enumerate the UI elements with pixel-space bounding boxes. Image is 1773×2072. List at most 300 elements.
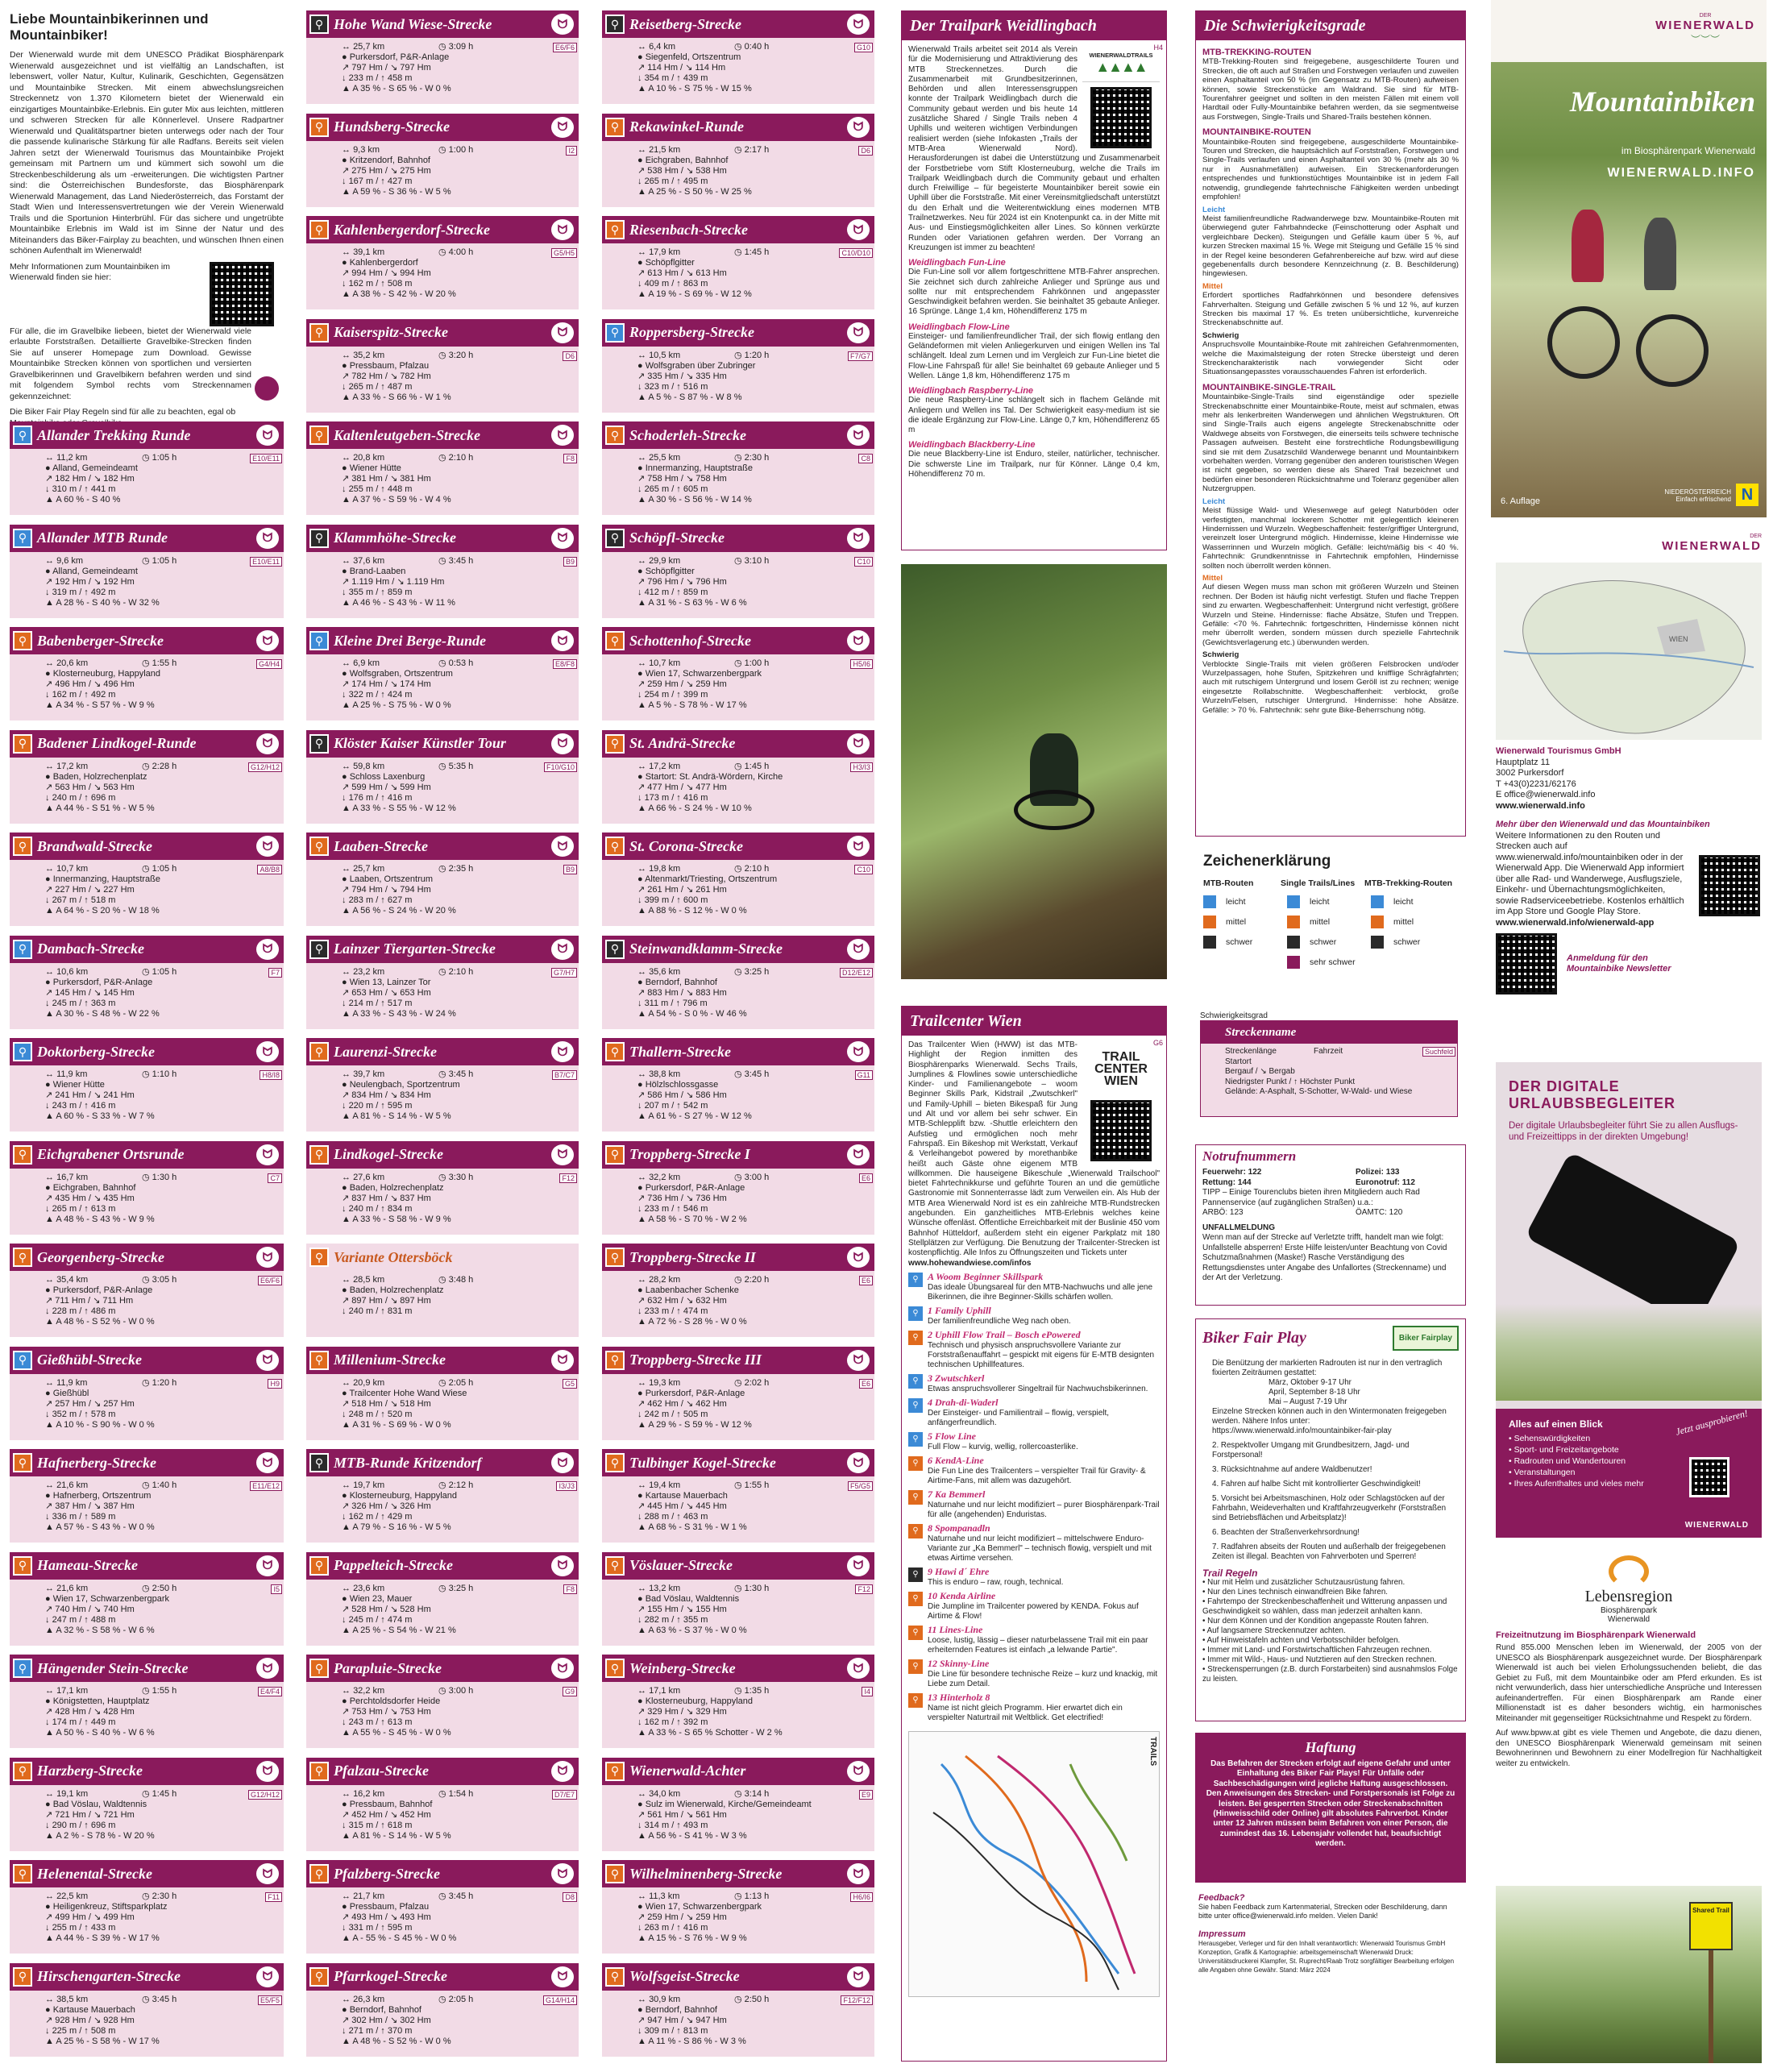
route-start: Klosterneuburg, Happyland — [52, 669, 161, 679]
route-name: Eichgrabener Ortsrunde — [37, 1146, 185, 1162]
route-card[interactable]: ⚲ Laaben-Strecke ᗢ B9 ↔ 25,7 km ◷ 2:35 h ● Laaben, Ortszentrum ↗ 794 Hm / ↘ 794 Hm ↓ 283 m / ↑ 627 m ▲ A 56 % - S 24 % - W 20 % — [306, 833, 579, 926]
route-card[interactable]: ⚲ Allander Trekking Runde ᗢ E10/E11 ↔ 11,2 km ◷ 1:05 h ● Alland, Gemeindeamt ↗ 182 Hm / ↘ 182 Hm ↓ 310 m / ↑ 441 m ▲ A 60 % - S 40 % — [10, 421, 284, 515]
route-start: Wiener Hütte — [349, 463, 401, 473]
route-name: Allander Trekking Runde — [37, 426, 191, 443]
grades-h2: MOUNTAINBIKE-ROUTEN — [1202, 127, 1311, 138]
route-card[interactable]: ⚲ Kaiserspitz-Strecke ᗢ D6 ↔ 35,2 km ◷ 3:20 h ● Pressbaum, Pfalzau ↗ 782 Hm / ↘ 782 Hm ↓ 265 m / ↑ 487 m ▲ A 33 % - S 66 % - W 1 % — [306, 319, 579, 413]
route-surface: A 33 % - S 55 % - W 12 % — [352, 803, 456, 813]
route-time: 3:09 h — [448, 42, 474, 52]
bike-icon: ⚲ — [605, 1762, 625, 1781]
route-type-icon: ᗢ — [551, 630, 574, 651]
noe-logo: NIEDERÖSTERREICH Einfach erfrischend — [1664, 488, 1731, 503]
notruf-tipp: TIPP – Einige Tourenclubs bieten ihren Mitgliedern auch Rad Pannenservice (auf zugänglichen Straßen) u.a.: — [1202, 1188, 1420, 1207]
route-card[interactable]: ⚲ Babenberger-Strecke ᗢ G4/H4 ↔ 20,6 km ◷ 1:55 h ● Klosterneuburg, Happyland ↗ 496 Hm / ↘ 496 Hm ↓ 162 m / ↑ 492 m ▲ A 34 % - S 57 % - W 9 % — [10, 627, 284, 720]
route-card[interactable]: ⚲ St. Corona-Strecke ᗢ C10 ↔ 19,8 km ◷ 2:10 h ● Altenmarkt/Triesting, Ortszentrum ↗ 261 Hm / ↘ 261 Hm ↓ 399 m / ↑ 600 m ▲ A 88 % - S 12 % - W 0 % — [602, 833, 874, 926]
route-grid: F5/G5 — [848, 1481, 873, 1491]
route-length: 17,2 km — [649, 761, 681, 771]
feedback-box — [1195, 1894, 1466, 1974]
route-grid: E6/F6 — [553, 43, 577, 52]
route-altitude: 322 m / ↑ 424 m — [348, 690, 413, 700]
trailcenter-link[interactable]: www.hohewandwiese.com/infos — [908, 1258, 1032, 1268]
route-length: 11,3 km — [649, 1891, 680, 1901]
route-name: Variante Ottersböck — [334, 1248, 453, 1265]
route-length: 26,3 km — [353, 1994, 385, 2004]
route-altitude: 265 m / ↑ 605 m — [644, 484, 708, 494]
route-start: Laabenbacher Schenke — [645, 1285, 739, 1295]
bike-icon: ⚲ — [309, 529, 329, 548]
route-time: 3:45 h — [744, 1069, 770, 1079]
route-name: Riesenbach-Strecke — [629, 221, 748, 238]
route-elevation: 753 Hm / ↘ 753 Hm — [351, 1707, 431, 1717]
route-card[interactable]: ⚲ Harzberg-Strecke ᗢ G12/H12 ↔ 19,1 km ◷ 1:45 h ● Bad Vöslau, Waldtennis ↗ 721 Hm / ↘ 721 Hm ↓ 290 m / ↑ 696 m ▲ A 2 % - S 78 % - W 20 % — [10, 1758, 284, 1851]
route-card[interactable]: ⚲ Dambach-Strecke ᗢ F7 ↔ 10,6 km ◷ 1:05 h ● Purkersdorf, P&R-Anlage ↗ 145 Hm / ↘ 145 Hm ↓ 245 m / ↑ 363 m ▲ A 30 % - S 48 % - W 22 % — [10, 936, 284, 1029]
route-card[interactable]: ⚲ Pfalzau-Strecke ᗢ D7/E7 ↔ 16,2 km ◷ 1:54 h ● Pressbaum, Bahnhof ↗ 452 Hm / ↘ 452 Hm ↓ 315 m / ↑ 618 m ▲ A 81 % - S 14 % - W 5 % — [306, 1758, 579, 1851]
route-card[interactable]: ⚲ Hängender Stein-Strecke ᗢ E4/F4 ↔ 17,1 km ◷ 1:55 h ● Königstetten, Hauptplatz ↗ 428 Hm / ↘ 428 Hm ↓ 174 m / ↑ 449 m ▲ A 50 % - S 40 % - W 6 % — [10, 1655, 284, 1748]
route-time: 3:25 h — [448, 1583, 474, 1593]
route-card[interactable]: ⚲ Schoderleh-Strecke ᗢ C8 ↔ 25,5 km ◷ 2:30 h ● Innermanzing, Hauptstraße ↗ 758 Hm / ↘ 758 Hm ↓ 265 m / ↑ 605 m ▲ A 30 % - S 56 % - W 14 % — [602, 421, 874, 515]
route-type-icon: ᗢ — [847, 1863, 870, 1884]
route-elevation: 797 Hm / ↘ 797 Hm — [351, 63, 431, 73]
route-start: Wiener Hütte — [52, 1080, 105, 1090]
route-time: 1:20 h — [152, 1377, 177, 1388]
route-card[interactable]: ⚲ MTB-Runde Kritzendorf ᗢ I3/J3 ↔ 19,7 km ◷ 2:12 h ● Klosterneuburg, Happyland ↗ 326 Hm / ↘ 326 Hm ↓ 162 m / ↑ 429 m ▲ A 79 % - S 16 % - W 5 % — [306, 1449, 579, 1543]
route-card[interactable]: ⚲ Klöster Kaiser Künstler Tour ᗢ F10/G10 ↔ 59,8 km ◷ 5:35 h ● Schloss Laxenburg ↗ 599 Hm / ↘ 599 Hm ↓ 176 m / ↑ 416 m ▲ A 33 % - S 55 % - W 12 % — [306, 730, 579, 824]
route-type-icon: ᗢ — [847, 1555, 870, 1576]
route-grid: G4/H4 — [256, 659, 282, 669]
route-length: 11,9 km — [56, 1377, 88, 1388]
funline-text: Die Fun-Line soll vor allem fortgeschrittene MTB-Fahrer ansprechen. Sie zeichnet sich durch zahlreiche Anlieger und Sprünge aus und sollte nur mit entsprechendem Fahrkönnen und angepasster Geschwindigkeit befahren werden. Sie beinhaltet 35 gebaute Anlieger. 16 Sprünge. Länge 1,4 km, Höhendifferenz 175 m — [908, 268, 1160, 317]
grades-leicht-2-text: Meist flüssige Wald- und Wiesenwege auf gelegt Naturböden oder verfestigten, manchmal lockerem Schotter mit gelegentlich kleineren Hindernissen und Wurzeln. Wegbeschaffenheit: fester/griffiger Untergrund, vereinzelt loser Untergrund möglich. Hindernisse, kleine Hindernisse wie Wasserrinnen und Wurzeln möglich. Gefälle: leicht/mäßig bis < 40 %. Fahrtechnik: Grundkenntnisse in Fahrtechnik empfohlen, Hindernisse sollten noch überrollt werden können. — [1202, 506, 1459, 571]
route-elevation: 192 Hm / ↘ 192 Hm — [55, 576, 135, 587]
route-surface: A 57 % - S 43 % - W 0 % — [56, 1522, 155, 1532]
legend-schwer: schwer — [1310, 937, 1337, 947]
cover-url[interactable]: WIENERWALD.INFO — [1607, 166, 1755, 180]
bike-icon: ⚲ — [605, 1351, 625, 1370]
route-card[interactable]: ⚲ Troppberg-Strecke III ᗢ E6 ↔ 19,3 km ◷ 2:02 h ● Purkersdorf, P&R-Anlage ↗ 462 Hm / ↘ 462 Hm ↓ 242 m / ↑ 505 m ▲ A 29 % - S 59 % - W 12 % — [602, 1347, 874, 1440]
grades-t3: Mountainbike-Single-Trails sind eigenständige oder spezielle Streckenabschnitte einer Mountainbike-Route, meist auf schmalen, etwas mehr als lenkerbreiten Wanderwegen und ähnlichen Wegstrukturen. Oft sind Single-Trails auch eigens angelegte Streckenabschnitte oder Waldwege abseits von Forstwegen, die einerseits teils schwere technische Passagen aufweisen. Besteht eine forstrechtliche Rodungsbewilligung sind sie mit dem Zusatzschild Wanderwege benannt und Mountainbikern vorbehalten werden. Vorrang gegenüber den anderen touristischen Wegen ist nicht gegeben, so werden diese als Shared Trail bezeichnet und bedürfen einer besonderen Rücksichtnahme und Toleranz gegenüber allen Nutzergruppen. — [1202, 392, 1459, 494]
route-elevation: 740 Hm / ↘ 740 Hm — [55, 1604, 135, 1614]
route-grid: F8 — [563, 454, 577, 463]
route-altitude: 271 m / ↑ 370 m — [348, 2025, 413, 2036]
route-type-icon: ᗢ — [551, 322, 574, 343]
route-grid: G5/H5 — [551, 248, 577, 258]
flowline-text: Einsteiger- und familienfreundlicher Trail, der sich flowig entlang den Geländeformen mit vielen Anliegerkurven und einigen Wellen ins Tal schlängelt. Ideal zum Lernen und im Vergleich zur Fun-Line bietet die Flow-Line Fahrspaß für alle! Sie beinhaltet 69 gebaute Anlieger und 5 Wellen. Länge 1,8 km, Höhendifferenz 175 m — [908, 331, 1160, 380]
digital-item: • Ihres Aufenthaltes und vieles mehr — [1509, 1479, 1644, 1489]
route-altitude: 265 m / ↑ 487 m — [348, 381, 413, 392]
trail-photo — [901, 564, 1167, 979]
cover-title: Mountainbiken — [1569, 85, 1755, 118]
route-card[interactable]: ⚲ Schottenhof-Strecke ᗢ H5/I6 ↔ 10,7 km ◷ 1:00 h ● Wien 17, Schwarzenbergpark ↗ 259 Hm / ↘ 259 Hm ↓ 254 m / ↑ 399 m ▲ A 5 % - S 78 % - W 17 % — [602, 627, 874, 720]
route-card[interactable]: ⚲ Variante Ottersböck ↔ 28,5 km ◷ 3:48 h ● Baden, Holzrechenplatz ↗ 897 Hm / ↘ 897 Hm ↓ 240 m / ↑ 831 m — [306, 1244, 579, 1337]
route-altitude: 336 m / ↑ 589 m — [52, 1512, 116, 1522]
trailpark-qr[interactable] — [1090, 87, 1152, 148]
route-elevation: 275 Hm / ↘ 275 Hm — [351, 165, 431, 176]
route-card[interactable]: ⚲ Millenium-Strecke ᗢ G5 ↔ 20,9 km ◷ 2:05 h ● Trailcenter Hohe Wand Wiese ↗ 518 Hm / ↘ 518 Hm ↓ 248 m / ↑ 520 m ▲ A 31 % - S 69 % - W 0 % — [306, 1347, 579, 1440]
route-elevation: 599 Hm / ↘ 599 Hm — [351, 782, 431, 792]
bike-icon: ⚲ — [13, 1248, 32, 1267]
route-card[interactable]: ⚲ Kahlenbergerdorf-Strecke ᗢ G5/H5 ↔ 39,1 km ◷ 4:00 h ● Kahlenbergerdorf ↗ 994 Hm / ↘ 994 Hm ↓ 162 m / ↑ 508 m ▲ A 38 % - S 42 % - W 20 % — [306, 216, 579, 309]
bike-icon: ⚲ — [309, 1659, 329, 1678]
route-surface: A 15 % - S 76 % - W 9 % — [648, 1933, 747, 1943]
route-card[interactable]: ⚲ Wolfsgeist-Strecke ᗢ F12/F12 ↔ 30,9 km ◷ 2:50 h ● Berndorf, Bahnhof ↗ 947 Hm / ↘ 947 Hm ↓ 309 m / ↑ 813 m ▲ A 11 % - S 86 % - W 3 % — [602, 1963, 874, 2057]
route-time: 1:20 h — [744, 350, 770, 360]
route-surface: A 29 % - S 59 % - W 12 % — [648, 1419, 752, 1430]
route-name: Schottenhof-Strecke — [629, 632, 751, 649]
route-card[interactable]: ⚲ Hohe Wand Wiese-Strecke ᗢ E6/F6 ↔ 25,7 km ◷ 3:09 h ● Purkersdorf, P&R-Anlage ↗ 797 Hm / ↘ 797 Hm ↓ 233 m / ↑ 458 m ▲ A 35 % - S 65 % - W 0 % — [306, 10, 579, 104]
route-length: 17,1 km — [649, 1686, 681, 1696]
route-start: Alland, Gemeindeamt — [52, 463, 138, 473]
route-grid: E9 — [859, 1790, 873, 1800]
route-time: 3:25 h — [744, 966, 770, 977]
route-name: Hohe Wand Wiese-Strecke — [334, 15, 492, 32]
notruf-unfall-title: UNFALLMELDUNG — [1202, 1223, 1275, 1232]
route-elevation: 994 Hm / ↘ 994 Hm — [351, 268, 431, 278]
digital-brand: WIENERWALD — [1684, 1521, 1749, 1530]
route-start: Bad Vöslau, Waldtennis — [645, 1593, 740, 1604]
route-start: Berndorf, Bahnhof — [645, 977, 717, 987]
route-length: 27,6 km — [353, 1172, 385, 1182]
route-card[interactable]: ⚲ Vöslauer-Strecke ᗢ F12 ↔ 13,2 km ◷ 1:30 h ● Bad Vöslau, Waldtennis ↗ 155 Hm / ↘ 155 Hm ↓ 282 m / ↑ 355 m ▲ A 63 % - S 37 % - W 0 % — [602, 1552, 874, 1646]
route-name: Wolfsgeist-Strecke — [629, 1968, 740, 1984]
bike-icon: ⚲ — [605, 734, 625, 754]
route-card[interactable]: ⚲ Kaltenleutgeben-Strecke ᗢ F8 ↔ 20,8 km ◷ 2:10 h ● Wiener Hütte ↗ 381 Hm / ↘ 381 Hm ↓ 255 m / ↑ 448 m ▲ A 37 % - S 59 % - W 4 % — [306, 421, 579, 515]
legend-col-single: Single Trails/Lines — [1281, 878, 1356, 888]
grades-schwierig-text: Anspruchsvolle Mountainbike-Route mit zahlreichen Gefahrenmomenten, welche die Maximalsteigung der roten Strecke übersteigt und deren Streckencharakteristik nach vorwiegender Sicht oder Situationsangepasstes vorausschauendes Fahren ist erforderlich. — [1202, 340, 1459, 377]
route-name: Millenium-Strecke — [334, 1352, 446, 1368]
bike-icon: ⚲ — [605, 529, 625, 548]
trail-rule: • Immer mit Wild-, Haus- und Nutztieren auf den Strecken rechnen. — [1202, 1655, 1437, 1664]
route-time: 2:12 h — [448, 1480, 474, 1490]
bike-icon: ⚲ — [309, 1967, 329, 1987]
route-name: Schöpfl-Strecke — [629, 529, 725, 546]
route-start: Eichgraben, Bahnhof — [645, 155, 729, 165]
route-length: 11,9 km — [56, 1069, 88, 1079]
bike-icon: ⚲ — [605, 1145, 625, 1165]
route-name: St. Andrä-Strecke — [629, 735, 736, 751]
route-name: MTB-Runde Kritzendorf — [334, 1454, 482, 1471]
route-start: Hafnerberg, Ortszentrum — [52, 1491, 152, 1501]
route-altitude: 242 m / ↑ 505 m — [644, 1409, 708, 1419]
legend-s5: Niedrigster Punkt / ↑ Höchster Punkt — [1225, 1077, 1356, 1086]
route-elevation: 182 Hm / ↘ 182 Hm — [55, 474, 135, 484]
contact-web[interactable]: www.wienerwald.info — [1496, 800, 1585, 811]
route-type-icon: ᗢ — [551, 1452, 574, 1473]
route-surface: A 28 % - S 40 % - W 32 % — [56, 597, 160, 608]
bike-icon: ⚲ — [605, 1659, 625, 1678]
haftung-text: Das Befahren der Strecken erfolgt auf eigene Gefahr und unter Einhaltung des Biker Fair Plays! Für Unfälle oder Sachbeschädigungen wird jegliche Haftung ausgeschlossen. Den Anweisungen des Strecken- und Forstpersonals ist Folge zu leisten. Bei gesperrten Strecken oder Streckenabschnitten (Hinweisschild oder Online) gilt absolutes Fahrverbot. Kinder unter 12 Jahren müssen beim Befahren von einer Person, die zumindest das 16. Lebensjahr vollendet hat, beaufsichtigt werden. — [1206, 1759, 1455, 1849]
route-start: Baden, Holzrechenplatz — [349, 1285, 444, 1295]
route-type-icon: ᗢ — [847, 425, 870, 446]
digital-item: • Radrouten und Wandertouren — [1509, 1456, 1626, 1466]
route-name: Wienerwald-Achter — [629, 1763, 746, 1779]
route-type-icon: ᗢ — [847, 1658, 870, 1679]
route-surface: A 48 % - S 43 % - W 9 % — [56, 1214, 155, 1224]
route-length: 6,4 km — [649, 42, 676, 52]
trail-item: ⚲ 1 Family Uphill Der familienfreundliche Weg nach oben. — [908, 1306, 1160, 1327]
route-altitude: 174 m / ↑ 449 m — [52, 1717, 116, 1727]
route-surface: A 30 % - S 48 % - W 22 % — [56, 1008, 160, 1019]
trailcenter-logo: TRAIL CENTER WIEN — [1094, 1049, 1148, 1088]
route-card[interactable]: ⚲ Klammhöhe-Strecke ᗢ B9 ↔ 37,6 km ◷ 3:45 h ● Brand-Laaben ↗ 1.119 Hm / ↘ 1.119 Hm ↓ 355 m / ↑ 859 m ▲ A 46 % - S 43 % - W 11 % — [306, 525, 579, 618]
route-start: Gießhübl — [52, 1388, 89, 1398]
route-altitude: 228 m / ↑ 486 m — [52, 1306, 116, 1316]
route-time: 1:45 h — [744, 247, 770, 257]
route-altitude: 315 m / ↑ 618 m — [348, 1820, 413, 1830]
trail-icon: ⚲ — [908, 1432, 923, 1447]
route-card[interactable]: ⚲ Tulbinger Kogel-Strecke ᗢ F5/G5 ↔ 19,4 km ◷ 1:55 h ● Kartause Mauerbach ↗ 445 Hm / ↘ 445 Hm ↓ 288 m / ↑ 463 m ▲ A 68 % - S 31 % - W 1 % — [602, 1449, 874, 1543]
route-start: Purkersdorf, P&R-Anlage — [645, 1182, 745, 1193]
lebensregion-heading: Freizeitnutzung im Biosphärenpark Wienerwald — [1496, 1630, 1696, 1640]
route-altitude: 173 m / ↑ 416 m — [644, 792, 708, 803]
route-start: Laaben, Ortszentrum — [349, 874, 434, 884]
route-elevation: 493 Hm / ↘ 493 Hm — [351, 1912, 431, 1922]
route-elevation: 561 Hm / ↘ 561 Hm — [647, 1809, 727, 1820]
trail-icon: ⚲ — [908, 1490, 923, 1505]
route-card[interactable]: ⚲ Laurenzi-Strecke ᗢ B7/C7 ↔ 39,7 km ◷ 3:45 h ● Neulengbach, Sportzentrum ↗ 834 Hm / ↘ 834 Hm ↓ 220 m / ↑ 595 m ▲ A 81 % - S 14 % - W 5 % — [306, 1038, 579, 1132]
route-card[interactable]: ⚲ Reisetberg-Strecke ᗢ G10 ↔ 6,4 km ◷ 0:40 h ● Siegenfeld, Ortszentrum ↗ 114 Hm / ↘ 114 Hm ↓ 354 m / ↑ 439 m ▲ A 10 % - S 75 % - W 15 % — [602, 10, 874, 104]
newsletter-link[interactable]: Anmeldung für den Mountainbike Newsletter — [1567, 953, 1671, 974]
route-card[interactable]: ⚲ Helenental-Strecke ᗢ F11 ↔ 22,5 km ◷ 2:30 h ● Heiligenkreuz, Stiftsparkplatz ↗ 499 Hm / ↘ 499 Hm ↓ 255 m / ↑ 433 m ▲ A 44 % - S 39 % - W 17 % — [10, 1860, 284, 1954]
trailregeln-title: Trail Regeln — [1202, 1567, 1258, 1579]
app-qr[interactable] — [1699, 855, 1760, 916]
route-card[interactable]: ⚲ Troppberg-Strecke I ᗢ E6 ↔ 32,2 km ◷ 3:00 h ● Purkersdorf, P&R-Anlage ↗ 736 Hm / ↘ 736 Hm ↓ 233 m / ↑ 546 m ▲ A 58 % - S 70 % - W 2 % — [602, 1141, 874, 1235]
contact-tel[interactable]: T +43(0)2231/62176 — [1496, 779, 1576, 789]
grades-t2: Mountainbike-Routen sind freigegebene, ausgeschilderte Mountainbike-Touren und Strecken, die hauptsächlich auf Forststraßen, Forstwegen und Single-Trails verlaufen und einen Asphaltanteil von 30 % (mehr als 30 % nur in Ausnahmefällen) aufweisen. Ein Streckenanforderungen entsprechendes und funktionstüchtiges Mountainbike ist in jedem Fall notwendig, grundlegende fahrtechnische Fähigkeiten werden unbedingt empfohlen! — [1202, 137, 1459, 202]
route-name: Wilhelminenberg-Strecke — [629, 1865, 783, 1882]
route-card[interactable]: ⚲ Steinwandklamm-Strecke ᗢ D12/E12 ↔ 35,6 km ◷ 3:25 h ● Berndorf, Bahnhof ↗ 883 Hm / ↘ 883 Hm ↓ 311 m / ↑ 796 m ▲ A 54 % - S 0 % - W 46 % — [602, 936, 874, 1029]
route-time: 1:35 h — [744, 1686, 770, 1696]
route-card[interactable]: ⚲ Hameau-Strecke ᗢ I5 ↔ 21,6 km ◷ 2:50 h ● Wien 17, Schwarzenbergpark ↗ 740 Hm / ↘ 740 Hm ↓ 247 m / ↑ 488 m ▲ A 32 % - S 58 % - W 6 % — [10, 1552, 284, 1646]
route-name: Kleine Drei Berge-Runde — [334, 632, 486, 649]
route-card[interactable]: ⚲ Hirschengarten-Strecke ᗢ E5/F5 ↔ 38,5 km ◷ 3:45 h ● Kartause Mauerbach ↗ 928 Hm / ↘ 928 Hm ↓ 225 m / ↑ 508 m ▲ A 25 % - S 58 % - W 17 % — [10, 1963, 284, 2057]
feedback-title: Feedback? — [1198, 1893, 1245, 1903]
route-elevation: 613 Hm / ↘ 613 Hm — [647, 268, 727, 278]
bike-icon: ⚲ — [309, 15, 329, 34]
route-elevation: 1.119 Hm / ↘ 1.119 Hm — [351, 576, 445, 587]
route-type-icon: ᗢ — [551, 1966, 574, 1987]
flowline-title: Weidlingbach Flow-Line — [908, 322, 1010, 332]
trail-rule: • Nur dem Können und der Kondition angepasste Routen fahren. — [1202, 1617, 1429, 1626]
route-card[interactable]: ⚲ Rekawinkel-Runde ᗢ D6 ↔ 21,5 km ◷ 2:17 h ● Eichgraben, Bahnhof ↗ 538 Hm / ↘ 538 Hm ↓ 265 m / ↑ 495 m ▲ A 25 % - S 50 % - W 25 % — [602, 114, 874, 207]
trail-icon: ⚲ — [908, 1273, 923, 1287]
route-grid: F12 — [855, 1584, 873, 1594]
route-grid: B9 — [563, 557, 577, 567]
route-elevation: 261 Hm / ↘ 261 Hm — [647, 885, 727, 895]
route-altitude: 248 m / ↑ 520 m — [348, 1409, 413, 1419]
grades-mittel-2-text: Auf diesen Wegen muss man schon mit größeren Wurzeln und Steinen rechnen. Der Boden ist häufig nicht verfestigt. Stufen und flache Treppen sind zu erwarten. Wegbeschaffenheit: Untergrund nicht verfestigt, größere Wurzeln und Steine. Hindernisse: flache Absätze, Stufen und Treppen. Gefälle: <70 %. Fahrtechnik: fortgeschritten, Hindernisse können nicht mehr überrollt werden, sondern müssen durch spezielle Fahrtechnik (Gewichtsverlagerung etc.) überwunden werden. — [1202, 583, 1459, 647]
route-elevation: 782 Hm / ↘ 782 Hm — [351, 371, 431, 381]
route-name: Hirschengarten-Strecke — [37, 1968, 181, 1984]
digital-subtitle: Der digitale Urlaubsbegleiter führt Sie zu allen Ausflugs- und Freizeittipps in der direkten Umgebung! — [1509, 1121, 1738, 1142]
intro-text: Der Wienerwald wurde mit dem UNESCO Prädikat Biosphärenpark Wienerwald ausgezeichnet und ist vielfältig an Landschaften, ist lebenswert, voller Natur, Kultur, Kulinarik, Geschichten, Gegensätzen und Mountainbike Strecken. Mit einem abwechslungsreichen Streckennetz von 1.370 Kilometern bietet der Wienerwald ein einzigartiges Mountainbike-Erlebnis. Ein guter Mix aus leichten, mittleren und schweren Strecken für alle Könnerlevel. Unsere Radpartner Wienerwald und Qualitätspartner bieten unterwegs oder nach der Tour die passende kulinarische Stärkung für alle Radfans. Bereits seit vielen Jahren setzt der Wienerwald Tourismus das Mountainbike Projekt gemeinsam mit Partnern um und kümmert sich sowohl um die Streckenbeschilderung als um -erweiterungen. Die wichtigsten Partner sind: die Österreichischen Bundesforste, das Biosphärenpark Wienerwald Management, das Land Niederösterreich, das Forstamt der Stadt Wien und Interessensvertretungen wie der Verein Wienerwald Trails und die Sportunion Hinterbrühl. Für das sichere und ungetrübte Mountainbike Erlebnis im Wald ist im Sinne der Natur und des Miteinanders das Biker-Fairplay zu beachten, und wünschen Ihnen einen schönen Aufenthalt im Wienerwald! — [10, 50, 284, 255]
route-time: 3:00 h — [744, 1172, 770, 1182]
route-name: Allander MTB Runde — [37, 529, 168, 546]
legend-col-mtb: MTB-Routen — [1203, 878, 1254, 888]
contact-mail[interactable]: E office@wienerwald.info — [1496, 790, 1596, 799]
newsletter-qr[interactable] — [1496, 933, 1557, 994]
legend-schwer: schwer — [1393, 937, 1421, 947]
route-start: Startort: St. Andrä-Wördern, Kirche — [645, 771, 783, 782]
route-card[interactable]: ⚲ Hafnerberg-Strecke ᗢ E11/E12 ↔ 21,6 km ◷ 1:40 h ● Hafnerberg, Ortszentrum ↗ 387 Hm / ↘ 387 Hm ↓ 336 m / ↑ 589 m ▲ A 57 % - S 43 % - W 0 % — [10, 1449, 284, 1543]
blackberry-title: Weidlingbach Blackberry-Line — [908, 440, 1036, 451]
route-card[interactable]: ⚲ Lainzer Tiergarten-Strecke ᗢ G7/H7 ↔ 23,2 km ◷ 2:10 h ● Wien 13, Lainzer Tor ↗ 653 Hm / ↘ 653 Hm ↓ 214 m / ↑ 517 m ▲ A 33 % - S 43 % - W 24 % — [306, 936, 579, 1029]
route-length: 35,2 km — [353, 350, 385, 360]
route-card[interactable]: ⚲ Brandwald-Strecke ᗢ A8/B8 ↔ 10,7 km ◷ 1:05 h ● Innermanzing, Hauptstraße ↗ 227 Hm / ↘ 227 Hm ↓ 267 m / ↑ 518 m ▲ A 64 % - S 20 % - W 18 % — [10, 833, 284, 926]
route-card[interactable]: ⚲ Weinberg-Strecke ᗢ I4 ↔ 17,1 km ◷ 1:35 h ● Klosterneuburg, Happyland ↗ 329 Hm / ↘ 329 Hm ↓ 162 m / ↑ 392 m ▲ A 33 % - S 65 % Schotter - W 2 % — [602, 1655, 874, 1748]
grades-schwierig-2: Schwierig — [1202, 650, 1239, 660]
route-grid: H8/I8 — [260, 1070, 282, 1080]
route-elevation: 257 Hm / ↘ 257 Hm — [55, 1398, 135, 1409]
route-surface: A 44 % - S 51 % - W 5 % — [56, 803, 155, 813]
route-start: Wolfsgraben, Ortszentrum — [349, 669, 453, 679]
route-card[interactable]: ⚲ Pappelteich-Strecke ᗢ F8 ↔ 23,6 km ◷ 3:25 h ● Wien 23, Mauer ↗ 528 Hm / ↘ 528 Hm ↓ 245 m / ↑ 474 m ▲ A 25 % - S 54 % - W 21 % — [306, 1552, 579, 1646]
route-length: 19,3 km — [649, 1377, 681, 1388]
route-elevation: 883 Hm / ↘ 883 Hm — [647, 987, 727, 998]
route-length: 21,6 km — [56, 1480, 89, 1490]
digital-qr[interactable] — [1689, 1457, 1729, 1497]
route-surface: A 58 % - S 70 % - W 2 % — [648, 1214, 747, 1224]
route-start: Innermanzing, Hauptstraße — [52, 874, 160, 884]
route-elevation: 302 Hm / ↘ 302 Hm — [351, 2015, 431, 2025]
route-grid: C10 — [854, 557, 873, 567]
phone-graphic — [1525, 1152, 1741, 1328]
route-card[interactable]: ⚲ Roppersberg-Strecke ᗢ F7/G7 ↔ 10,5 km ◷ 1:20 h ● Wolfsgraben über Zubringer ↗ 335 Hm / ↘ 335 Hm ↓ 323 m / ↑ 516 m ▲ A 5 % - S 87 % - W 8 % — [602, 319, 874, 413]
route-card[interactable]: ⚲ St. Andrä-Strecke ᗢ H3/I3 ↔ 17,2 km ◷ 1:45 h ● Startort: St. Andrä-Wördern, Kirche ↗ 477 Hm / ↘ 477 Hm ↓ 173 m / ↑ 416 m ▲ A 66 % - S 24 % - W 10 % — [602, 730, 874, 824]
route-altitude: 409 m / ↑ 863 m — [644, 279, 708, 289]
route-altitude: 354 m / ↑ 439 m — [644, 73, 708, 83]
route-type-icon: ᗢ — [256, 1863, 279, 1884]
route-time: 2:50 h — [152, 1583, 177, 1593]
legend-col-trekking: MTB-Trekking-Routen — [1364, 878, 1453, 888]
route-start: Schloss Laxenburg — [349, 771, 426, 782]
route-name: Vöslauer-Strecke — [629, 1557, 733, 1573]
route-card[interactable]: ⚲ Hundsberg-Strecke ᗢ I2 ↔ 9,3 km ◷ 1:00 h ● Kritzendorf, Bahnhof ↗ 275 Hm / ↘ 275 Hm ↓ 167 m / ↑ 427 m ▲ A 59 % - S 36 % - W 5 % — [306, 114, 579, 207]
route-time: 1:05 h — [152, 555, 177, 566]
route-card[interactable]: ⚲ Badener Lindkogel-Runde ᗢ G12/H12 ↔ 17,2 km ◷ 2:28 h ● Baden, Holzrechenplatz ↗ 563 Hm / ↘ 563 Hm ↓ 240 m / ↑ 696 m ▲ A 44 % - S 51 % - W 5 % — [10, 730, 284, 824]
grades-leicht-text: Meist familienfreundliche Radwanderwege bzw. Mountainbike-Routen mit überwiegend guter Fahrbahndecke (Feinschotterung oder Asphalt und vergleichbare Decken). Steigungen und Gefälle kaum über 5 %, auf kurzen Strecken maximal 15 %. Wege mit Steigung und Gefälle 15 % sind in der Regel keine besonderen Gefahrenbereiche auf bzw. wird auf diese gegebenenfalls durch besondere Kennzeichnung (z. B. Beschilderung) hingewiesen. — [1202, 214, 1459, 279]
notruf-polizei: Polizei: 133 — [1356, 1168, 1400, 1177]
legend-mittel: mittel — [1226, 917, 1247, 927]
route-time: 1:45 h — [744, 761, 770, 771]
route-start: Hölzlschlossgasse — [645, 1080, 719, 1090]
route-time: 1:05 h — [152, 453, 177, 463]
route-surface: A 31 % - S 69 % - W 0 % — [352, 1419, 451, 1430]
route-surface: A 64 % - S 20 % - W 18 % — [56, 906, 160, 916]
grades-leicht-2: Leicht — [1202, 496, 1226, 506]
route-card[interactable]: ⚲ Allander MTB Runde ᗢ E10/E11 ↔ 9,6 km ◷ 1:05 h ● Alland, Gemeindeamt ↗ 192 Hm / ↘ 192 Hm ↓ 319 m / ↑ 492 m ▲ A 28 % - S 40 % - W 32 % — [10, 525, 284, 618]
route-elevation: 499 Hm / ↘ 499 Hm — [55, 1912, 135, 1922]
route-card[interactable]: ⚲ Pfalzberg-Strecke ᗢ D8 ↔ 21,7 km ◷ 3:45 h ● Pressbaum, Pfalzau ↗ 493 Hm / ↘ 493 Hm ↓ 331 m / ↑ 595 m ▲ A - 55 % - S 45 % - W 0 % — [306, 1860, 579, 1954]
fairplay-title: Biker Fair Play — [1202, 1329, 1306, 1347]
route-card[interactable]: ⚲ Gießhübl-Strecke ᗢ H9 ↔ 11,9 km ◷ 1:20 h ● Gießhübl ↗ 257 Hm / ↘ 257 Hm ↓ 352 m / ↑ 578 m ▲ A 10 % - S 90 % - W 0 % — [10, 1347, 284, 1440]
route-time: 1:00 h — [744, 658, 770, 668]
route-time: 2:02 h — [744, 1377, 770, 1388]
trail-item: ⚲ 11 Lines-Line Loose, lustig, lässig – dieser naturbelassene Trail mit ein paar erheiternden Features ist einfach „a lelwande Partie". — [908, 1625, 1160, 1655]
trail-map — [908, 1731, 1160, 1997]
route-card[interactable]: ⚲ Parapluie-Strecke ᗢ G9 ↔ 32,2 km ◷ 3:00 h ● Perchtoldsdorfer Heide ↗ 753 Hm / ↘ 753 Hm ↓ 243 m / ↑ 613 m ▲ A 55 % - S 45 % - W 0 % — [306, 1655, 579, 1748]
digital-title-2: URLAUBSBEGLEITER — [1509, 1095, 1676, 1111]
cover-edition: 6. Auflage — [1501, 496, 1540, 506]
route-surface: A 63 % - S 37 % - W 0 % — [648, 1625, 747, 1635]
route-grid: E6 — [859, 1173, 873, 1183]
route-grid: F12/F12 — [841, 1995, 873, 2005]
route-surface: A 88 % - S 12 % - W 0 % — [648, 906, 747, 916]
route-altitude: 412 m / ↑ 859 m — [644, 587, 708, 597]
route-altitude: 233 m / ↑ 474 m — [644, 1306, 708, 1316]
route-length: 11,2 km — [56, 453, 88, 463]
region-map — [1496, 563, 1762, 740]
route-elevation: 114 Hm / ↘ 114 Hm — [647, 63, 726, 73]
route-altitude: 399 m / ↑ 600 m — [644, 895, 708, 905]
route-card[interactable]: ⚲ Kleine Drei Berge-Runde ᗢ E8/F8 ↔ 6,9 km ◷ 0:53 h ● Wolfsgraben, Ortszentrum ↗ 174 Hm / ↘ 174 Hm ↓ 322 m / ↑ 424 m ▲ A 25 % - S 75 % - W 0 % — [306, 627, 579, 720]
route-elevation: 897 Hm / ↘ 897 Hm — [351, 1296, 431, 1306]
route-altitude: 240 m / ↑ 696 m — [52, 792, 116, 803]
route-elevation: 326 Hm / ↘ 326 Hm — [351, 1501, 431, 1511]
route-card[interactable]: ⚲ Pfarrkogel-Strecke ᗢ G14/H14 ↔ 26,3 km ◷ 2:05 h ● Berndorf, Bahnhof ↗ 302 Hm / ↘ 302 Hm ↓ 271 m / ↑ 370 m ▲ A 48 % - S 52 % - W 0 % — [306, 1963, 579, 2057]
legend-s4: Bergauf / ↘ Bergab — [1225, 1067, 1295, 1076]
contact-addr2: 3002 Purkersdorf — [1496, 768, 1564, 778]
trailcenter-qr[interactable] — [1090, 1100, 1152, 1161]
route-card[interactable]: ⚲ Wilhelminenberg-Strecke ᗢ H6/I6 ↔ 11,3 km ◷ 1:13 h ● Wien 17, Schwarzenbergpark ↗ 259 Hm / ↘ 259 Hm ↓ 263 m / ↑ 416 m ▲ A 15 % - S 76 % - W 9 % — [602, 1860, 874, 1954]
route-grid: D6 — [563, 351, 577, 361]
route-name: Kaiserspitz-Strecke — [334, 324, 448, 340]
route-time: 2:35 h — [448, 864, 474, 874]
fairplay-time: April, September 8-18 Uhr — [1269, 1388, 1360, 1397]
route-grid: B9 — [563, 865, 577, 874]
route-column-2 — [306, 0, 579, 2072]
route-card[interactable]: ⚲ Riesenbach-Strecke ᗢ C10/D10 ↔ 17,9 km ◷ 1:45 h ● Schöpflgitter ↗ 613 Hm / ↘ 613 Hm ↓ 409 m / ↑ 863 m ▲ A 19 % - S 69 % - W 12 % — [602, 216, 874, 309]
route-card[interactable]: ⚲ Schöpfl-Strecke ᗢ C10 ↔ 29,9 km ◷ 3:10 h ● Schöpflgitter ↗ 796 Hm / ↘ 796 Hm ↓ 412 m / ↑ 859 m ▲ A 31 % - S 63 % - W 6 % — [602, 525, 874, 618]
legend-leicht: leicht — [1393, 897, 1414, 907]
route-length: 21,6 km — [56, 1583, 89, 1593]
route-time: 3:48 h — [448, 1275, 474, 1285]
route-name: Helenental-Strecke — [37, 1865, 152, 1882]
contact-panel — [1491, 534, 1767, 1057]
notruf-title: Notrufnummern — [1202, 1148, 1297, 1164]
route-type-icon: ᗢ — [847, 117, 870, 138]
route-start: Heiligenkreuz, Stiftsparkplatz — [52, 1902, 168, 1912]
route-card[interactable]: ⚲ Thallern-Strecke ᗢ G11 ↔ 38,8 km ◷ 3:45 h ● Hölzlschlossgasse ↗ 586 Hm / ↘ 586 Hm ↓ 207 m / ↑ 542 m ▲ A 61 % - S 27 % - W 12 % — [602, 1038, 874, 1132]
route-type-icon: ᗢ — [256, 836, 279, 857]
bike-icon: ⚲ — [605, 1248, 625, 1267]
legend-mittel: mittel — [1310, 917, 1331, 927]
route-card[interactable]: ⚲ Georgenberg-Strecke ᗢ E6/F6 ↔ 35,4 km ◷ 3:05 h ● Purkersdorf, P&R-Anlage ↗ 711 Hm / ↘ 711 Hm ↓ 228 m / ↑ 486 m ▲ A 48 % - S 52 % - W 0 % — [10, 1244, 284, 1337]
route-card[interactable]: ⚲ Lindkogel-Strecke ᗢ F12 ↔ 27,6 km ◷ 3:30 h ● Baden, Holzrechenplatz ↗ 837 Hm / ↘ 837 Hm ↓ 240 m / ↑ 834 m ▲ A 33 % - S 58 % - W 9 % — [306, 1141, 579, 1235]
route-grid: F10/G10 — [544, 762, 577, 772]
digital-box-title: Alles auf einen Blick — [1509, 1418, 1603, 1430]
contact-more-text: Weitere Informationen zu den Routen und Strecken auch auf www.wienerwald.info/mountainbiken oder in der Wienerwald App. Die Wienerwald App informiert über alle Rad- und Wanderwege, Ausflugsziele, Einkehr- und Übernachtungsmöglichkeiten, sowie Radserviceebetriebe. Kostenlos erhältlich im App Store und Google Play Store. — [1496, 830, 1684, 916]
route-surface: A 10 % - S 75 % - W 15 % — [648, 84, 752, 93]
route-type-icon: ᗢ — [847, 1144, 870, 1165]
route-time: 0:53 h — [448, 658, 474, 668]
route-card[interactable]: ⚲ Eichgrabener Ortsrunde ᗢ C7 ↔ 16,7 km ◷ 1:30 h ● Eichgraben, Bahnhof ↗ 435 Hm / ↘ 435 Hm ↓ 265 m / ↑ 613 m ▲ A 48 % - S 43 % - W 9 % — [10, 1141, 284, 1235]
trail-rule: • Immer mit Land- und Forstwirtschaftlichen Fahrzeugen rechnen. — [1202, 1646, 1432, 1655]
contact-app-link[interactable]: www.wienerwald.info/wienerwald-app — [1496, 917, 1655, 928]
route-name: Lindkogel-Strecke — [334, 1146, 443, 1162]
route-card[interactable]: ⚲ Wienerwald-Achter ᗢ E9 ↔ 34,0 km ◷ 3:14 h ● Sulz im Wienerwald, Kirche/Gemeindeamt ↗ 561 Hm / ↘ 561 Hm ↓ 314 m / ↑ 493 m ▲ A 56 % - S 41 % - W 3 % — [602, 1758, 874, 1851]
qr-code[interactable] — [210, 262, 274, 326]
route-time: 3:14 h — [744, 1788, 770, 1799]
route-name: Roppersberg-Strecke — [629, 324, 754, 340]
route-card[interactable]: ⚲ Troppberg-Strecke II ᗢ E6 ↔ 28,2 km ◷ 2:20 h ● Laabenbacher Schenke ↗ 632 Hm / ↘ 632 Hm ↓ 233 m / ↑ 474 m ▲ A 72 % - S 28 % - W 0 % — [602, 1244, 874, 1337]
route-grid: E4/F4 — [258, 1687, 282, 1696]
trailpark-title: Der Trailpark Weidlingbach — [902, 11, 1166, 40]
feedback-text: Sie haben Feedback zum Kartenmaterial, Strecken oder Beschilderung, dann bitte unter office@wienerwald.info melden. Vielen Dank! — [1198, 1903, 1447, 1920]
route-altitude: 255 m / ↑ 433 m — [52, 1923, 116, 1933]
route-card[interactable]: ⚲ Doktorberg-Strecke ᗢ H8/I8 ↔ 11,9 km ◷ 1:10 h ● Wiener Hütte ↗ 241 Hm / ↘ 241 Hm ↓ 243 m / ↑ 416 m ▲ A 60 % - S 33 % - W 7 % — [10, 1038, 284, 1132]
route-grid: E6 — [859, 1276, 873, 1285]
route-grid: F7/G7 — [848, 351, 873, 361]
